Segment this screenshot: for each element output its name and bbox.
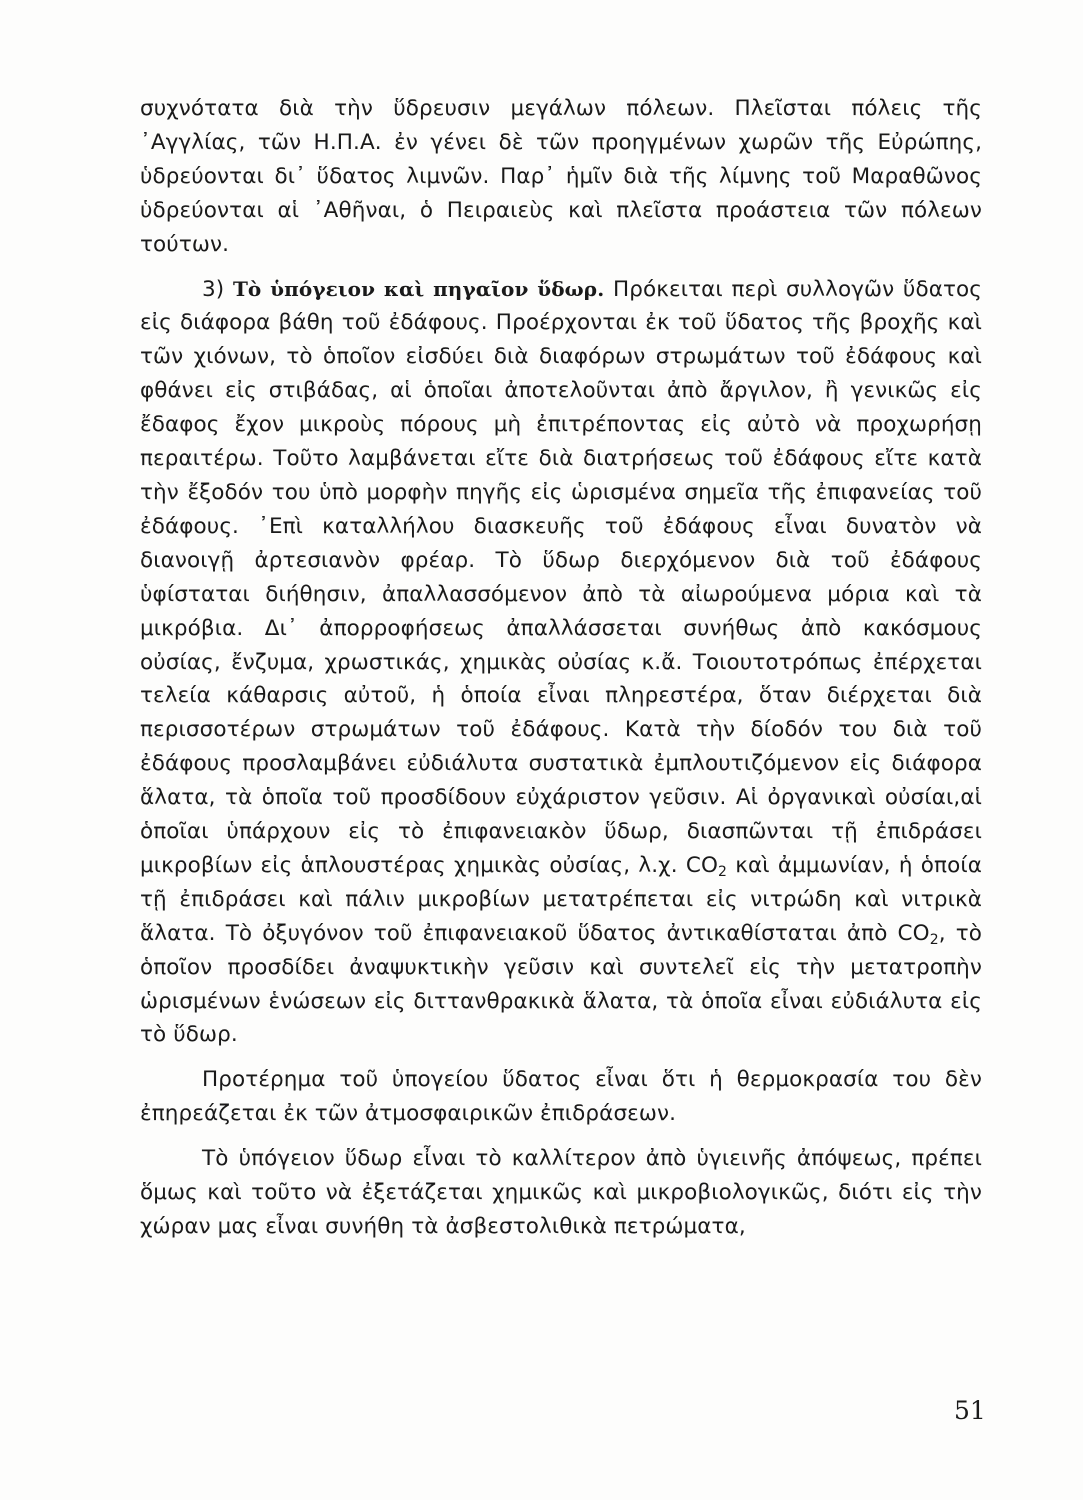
paragraph-underground-water [140, 273, 982, 1053]
paragraph-text: Πρόκειται περὶ συλλογῶν ὕδατος εἰς διάφορα βάθη τοῦ ἐδάφους. Προέρχονται ἐκ τοῦ ὕδατος τῆς βροχῆς καὶ τῶν χιόνων, τὸ ὁποῖον εἰσδύει διὰ διαφόρων στρωμάτων τοῦ ἐδάφους καὶ φθάνει εἰς στιβάδας, αἱ ὁποῖαι ἀποτελοῦνται ἀπὸ ἄργιλον, ἢ γενικῶς εἰς ἔδαφος ἔχον μικροὺς πόρους μὴ ἐπιτρέποντας εἰς αὐτὸ νὰ προχωρήσῃ περαιτέρω. Τοῦτο λαμβάνεται εἴτε διὰ διατρήσεως τοῦ ἐδάφους εἴτε κατὰ τὴν ἔξοδόν του ὑπὸ μορφὴν πηγῆς εἰς ὡρισμένα σημεῖα τῆς ἐπιφανείας τοῦ ἐδάφους. ᾿Επὶ καταλλήλου διασκευῆς τοῦ ἐδάφους εἶναι δυνατὸν νὰ διανοιγῇ ἀρτεσιανὸν φρέαρ. Τὸ ὕδωρ διερχόμενον διὰ τοῦ ἐδάφους ὑφίσταται διήθησιν, ἀπαλλασσόμενον ἀπὸ τὰ αἰωρούμενα μόρια καὶ τὰ μικρόβια. Δι᾿ ἀπορροφήσεως ἀπαλλάσσεται συνήθως ἀπὸ κακόσμους οὐσίας, ἔνζυμα, χρωστικάς, χημικὰς οὐσίας κ.ἄ. Τοιουτοτρόπως ἐπέρχεται τελεία κάθαρσις αὐτοῦ, ἡ ὁποία εἶναι πληρεστέρα, ὅταν διέρχεται διὰ περισσοτέρων στρωμάτων τοῦ ἐδάφους. Κατὰ τὴν δίοδόν του διὰ τοῦ ἐδάφους προσλαμβάνει εὐδιάλυτα συστατικὰ ἐμπλουτιζόμενον εἰς διάφορα ἅλατα, τὰ ὁποῖα τοῦ προσδίδουν εὐχάριστον γεῦσιν. Αἱ ὀργανικαὶ οὐσίαι,αἱ ὁποῖαι ὑπάρχουν εἰς τὸ ἐπιφανειακὸν ὕδωρ, διασπῶνται τῇ ἐπιδράσει μικροβίων εἰς ἁπλουστέρας χημικὰς οὐσίας, λ.χ. CO [140, 276, 983, 878]
paragraph-lake-water [140, 92, 982, 262]
subscript: 2 [718, 863, 728, 880]
subscript: 2 [929, 931, 939, 948]
paragraph-text: Τὸ ὑπόγειον ὕδωρ εἶναι τὸ καλλίτερον ἀπὸ ὑγιεινῆς ἀπόψεως, πρέπει ὅμως καὶ τοῦτο νὰ ἐξετάζεται χημικῶς καὶ μικροβιολογικῶς, διότι εἰς τὴν χώραν μας εἶναι συνήθη τὰ ἀσβεστολιθικὰ πετρώματα, [140, 1146, 982, 1239]
paragraph-text: καὶ ἀμμωνίαν, ἡ ὁποία τῇ ἐπιδράσει καὶ πάλιν μικροβίων μετατρέπεται εἰς νιτρώδη καὶ νιτρικὰ ἅλατα. Τὸ ὀξυγόνον τοῦ ἐπιφανειακοῦ ὕδατος ἀντικαθίσταται ἀπὸ CO [140, 852, 982, 946]
body-text [140, 92, 982, 1244]
paragraph-text: Προτέρημα τοῦ ὑπογείου ὕδατος εἶναι ὅτι ἡ θερμοκρασία του δὲν ἐπηρεάζεται ἐκ τῶν ἀτμοσφαιρικῶν ἐπιδράσεων. [140, 1067, 982, 1127]
page-number: 51 [954, 1396, 986, 1425]
section-number: 3) [202, 276, 233, 302]
paragraph-text: συχνότατα διὰ τὴν ὕδρευσιν μεγάλων πόλεων. Πλεῖσται πόλεις τῆς ᾿Αγγλίας, τῶν Η.Π.Α. ἐν γένει δὲ τῶν προηγμένων χωρῶν τῆς Εὐρώπης, ὑδρεύονται δι᾿ ὕδατος λιμνῶν. Παρ᾿ ἡμῖν διὰ τῆς λίμνης τοῦ Μαραθῶνος ὑδρεύονται αἱ ᾿Αθῆναι, ὁ Πειραιεὺς καὶ πλεῖστα προάστεια τῶν πόλεων τούτων. [140, 96, 982, 257]
paragraph-text: , τὸ ὁποῖον προσδίδει ἀναψυκτικὴν γεῦσιν καὶ συντελεῖ εἰς τὴν μετατροπὴν ὡρισμένων ἑνώσεων εἰς διττανθρακικὰ ἅλατα, τὰ ὁποῖα εἶναι εὐδιάλυτα εἰς τὸ ὕδωρ. [140, 920, 983, 1048]
paragraph-hygiene [140, 1142, 982, 1244]
section-heading: Τὸ ὑπόγειον καὶ πηγαῖον ὕδωρ. [232, 276, 605, 301]
paragraph-temperature [140, 1063, 982, 1131]
